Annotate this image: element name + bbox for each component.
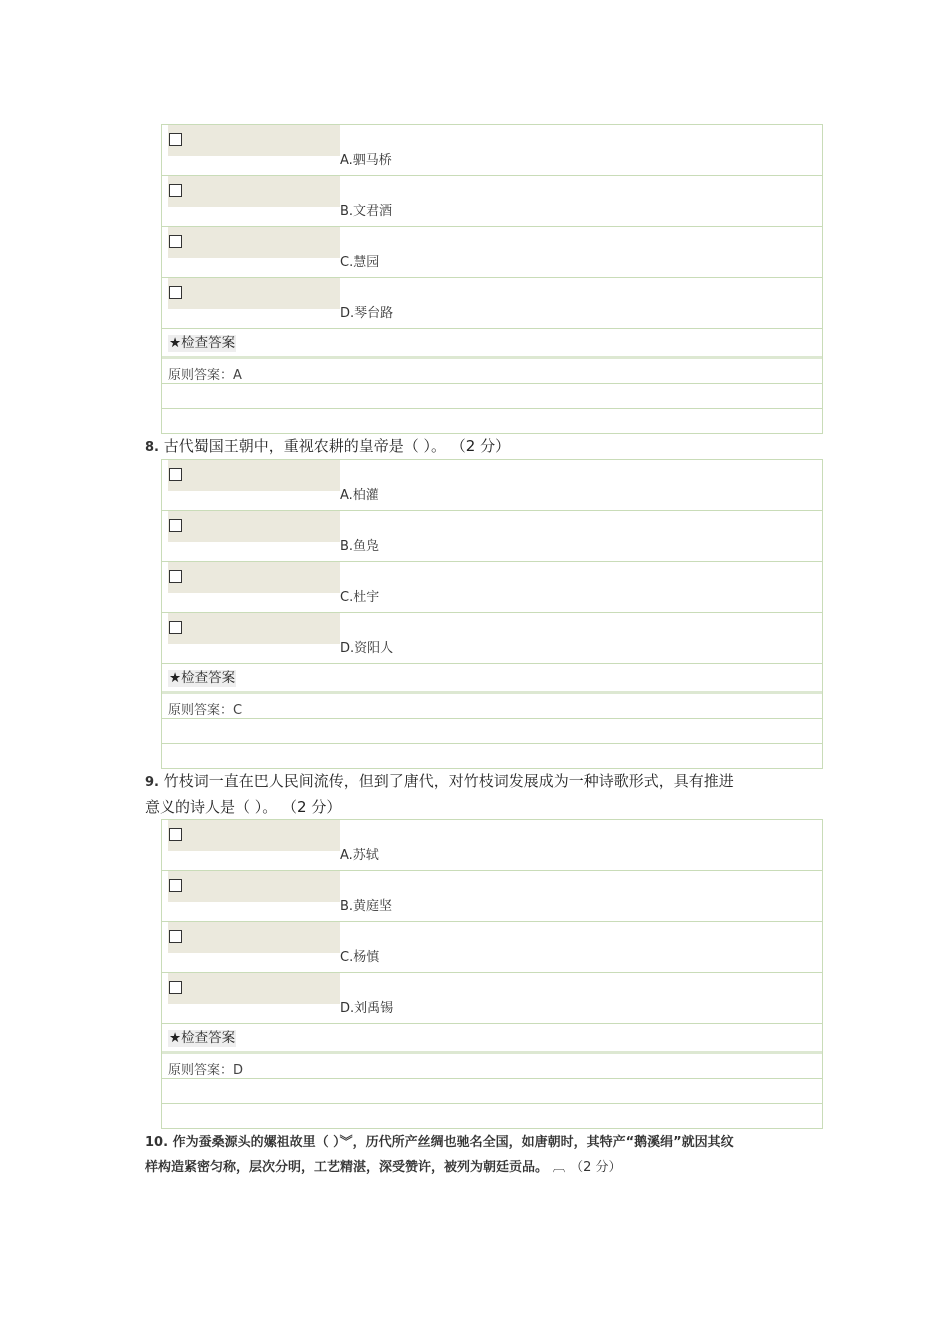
question-9-options-block: [161, 819, 823, 1129]
empty-row: [162, 744, 822, 768]
option-checkbox[interactable]: [169, 235, 182, 248]
option-checkbox[interactable]: [169, 981, 182, 994]
option-checkbox-cell: [168, 820, 340, 851]
option-checkbox-cell: [168, 871, 340, 902]
option-checkbox[interactable]: [169, 879, 182, 892]
option-row: [162, 227, 822, 278]
check-answer-button[interactable]: ★检查答案: [169, 1030, 236, 1046]
standard-answer: 原则答案：A: [168, 368, 242, 383]
option-label: B.黄庭坚: [340, 899, 393, 914]
option-label: C.杨慎: [340, 950, 380, 965]
question-10-text: [145, 1130, 734, 1180]
option-label: D.刘禹锡: [340, 1001, 394, 1016]
option-checkbox-cell: [168, 613, 340, 644]
option-row: [162, 562, 822, 613]
option-checkbox-cell: [168, 125, 340, 156]
check-answer-row: [162, 664, 822, 694]
option-checkbox-cell: [168, 562, 340, 593]
answer-row: [162, 1054, 822, 1079]
option-checkbox[interactable]: [169, 468, 182, 481]
option-label: B.文君酒: [340, 204, 393, 219]
empty-row: [162, 719, 822, 744]
question-8-text: [145, 434, 510, 460]
option-row: [162, 922, 822, 973]
check-answer-button[interactable]: ★检查答案: [169, 670, 236, 686]
option-checkbox[interactable]: [169, 133, 182, 146]
question-mark: ︹: [552, 1160, 566, 1175]
question-8-options-block: [161, 459, 823, 769]
question-9-text: [145, 769, 734, 819]
question-prompt: 古代蜀国王朝中，重视农耕的皇帝是（ ）。 （2 分）: [163, 437, 511, 455]
question-prompt-line-1: 作为蚕桑源头的嫘祖故里（ ）︾，历代所产丝绸也驰名全国，如唐朝时，其特产“鹅溪绢”就因其纹: [172, 1135, 734, 1150]
option-label: D.资阳人: [340, 641, 394, 656]
question-score: （2 分）: [570, 1160, 622, 1175]
option-label: C.慧园: [340, 255, 380, 270]
option-checkbox[interactable]: [169, 828, 182, 841]
option-row: [162, 278, 822, 329]
option-row: [162, 973, 822, 1024]
option-label: C.杜宇: [340, 590, 380, 605]
question-7-options-block: [161, 124, 823, 434]
option-checkbox-cell: [168, 922, 340, 953]
option-row: [162, 871, 822, 922]
option-row: [162, 820, 822, 871]
answer-row: [162, 694, 822, 719]
option-checkbox-cell: [168, 227, 340, 258]
option-label: A.驷马桥: [340, 153, 392, 168]
option-row: [162, 613, 822, 664]
check-answer-row: [162, 1024, 822, 1054]
option-checkbox-cell: [168, 176, 340, 207]
check-answer-row: [162, 329, 822, 359]
option-checkbox-cell: [168, 511, 340, 542]
option-checkbox[interactable]: [169, 286, 182, 299]
option-label: D.琴台路: [340, 306, 394, 321]
option-checkbox[interactable]: [169, 184, 182, 197]
option-checkbox[interactable]: [169, 621, 182, 634]
empty-row: [162, 384, 822, 409]
option-row: [162, 460, 822, 511]
empty-row: [162, 409, 822, 433]
question-number: 9.: [145, 775, 159, 790]
option-label: A.柏灌: [340, 488, 379, 503]
option-checkbox[interactable]: [169, 930, 182, 943]
empty-row: [162, 1079, 822, 1104]
option-checkbox-cell: [168, 278, 340, 309]
question-number: 10.: [145, 1135, 169, 1150]
question-number: 8.: [145, 440, 159, 455]
option-checkbox[interactable]: [169, 570, 182, 583]
standard-answer: 原则答案：C: [168, 703, 243, 718]
question-prompt-line-1: 竹枝词一直在巴人民间流传，但到了唐代，对竹枝词发展成为一种诗歌形式，具有推进: [163, 772, 734, 790]
option-checkbox-cell: [168, 460, 340, 491]
option-row: [162, 125, 822, 176]
option-row: [162, 176, 822, 227]
check-answer-button[interactable]: ★检查答案: [169, 335, 236, 351]
answer-row: [162, 359, 822, 384]
option-row: [162, 511, 822, 562]
standard-answer: 原则答案：D: [168, 1063, 244, 1078]
option-checkbox[interactable]: [169, 519, 182, 532]
option-checkbox-cell: [168, 973, 340, 1004]
empty-row: [162, 1104, 822, 1128]
option-label: B.鱼凫: [340, 539, 380, 554]
question-prompt-line-2: 意义的诗人是（ ）。 （2 分）: [145, 798, 342, 816]
question-prompt-line-2: 样构造紧密匀称，层次分明，工艺精湛，深受赞许，被列为朝廷贡品。: [145, 1160, 549, 1175]
option-label: A.苏轼: [340, 848, 379, 863]
